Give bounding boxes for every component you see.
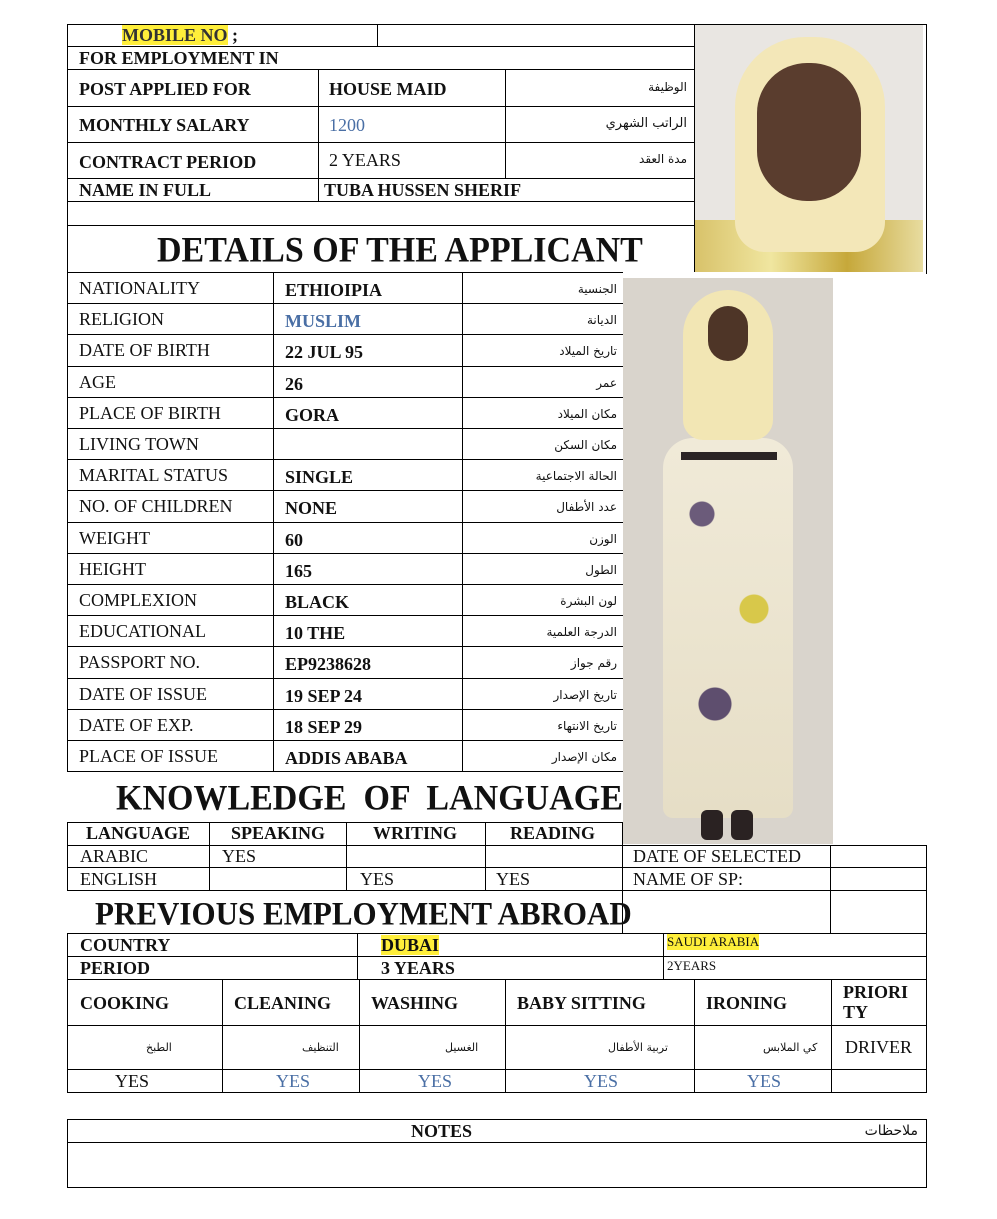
detail-ar-passport-no: رقم جواز — [570, 656, 617, 670]
country-saudi-arabia: SAUDI ARABIA — [667, 934, 760, 949]
skill-header-baby-sitting: BABY SITTING — [517, 993, 646, 1013]
lang-header-writing: WRITING — [373, 823, 458, 843]
details-row-line — [67, 428, 623, 429]
salary-label: MONTHLY SALARY — [79, 115, 250, 135]
skill-ar-cooking: الطبخ — [146, 1041, 172, 1054]
detail-label-religion: RELIGION — [79, 309, 164, 329]
detail-ar-place-of-birth: مكان الميلاد — [557, 407, 617, 421]
salary-value: 1200 — [329, 115, 365, 135]
lang-header-speaking: SPEAKING — [231, 823, 326, 843]
detail-label-date-of-birth: DATE OF BIRTH — [79, 340, 210, 360]
details-row-line — [67, 771, 623, 772]
skill-value-ironing: YES — [747, 1071, 782, 1091]
detail-label-place-of-birth: PLACE OF BIRTH — [79, 403, 221, 423]
skill-header-ironing: IRONING — [706, 993, 788, 1013]
details-row-line — [67, 366, 623, 367]
detail-ar-living-town: مكان السكن — [554, 438, 617, 452]
post-value: HOUSE MAID — [329, 79, 447, 99]
details-row-line — [67, 490, 623, 491]
post-label: POST APPLIED FOR — [79, 79, 251, 99]
detail-ar-nationality: الجنسية — [577, 282, 617, 296]
detail-label-no-of-children: NO. OF CHILDREN — [79, 496, 233, 516]
details-row-line — [67, 553, 623, 554]
name-label: NAME IN FULL — [79, 180, 212, 200]
lang-header-reading: READING — [510, 823, 596, 843]
detail-ar-complexion: لون البشرة — [560, 594, 617, 608]
detail-value-date-of-exp: 18 SEP 29 — [285, 717, 363, 737]
detail-label-date-of-exp: DATE OF EXP. — [79, 715, 194, 735]
details-row-line — [67, 740, 623, 741]
skill-ar-washing: الغسيل — [445, 1041, 479, 1054]
detail-label-weight: WEIGHT — [79, 528, 150, 548]
language-title: KNOWLEDGE OF LANGUAGE — [116, 779, 623, 818]
lang-row-arabic: ARABIC — [80, 846, 149, 866]
details-title: DETAILS OF THE APPLICANT — [157, 231, 643, 270]
detail-ar-marital-status: الحالة الاجتماعية — [535, 469, 617, 483]
skill-header-priority-2: TY — [843, 1002, 869, 1022]
skill-header-priority-1: PRIORI — [843, 982, 909, 1002]
detail-label-passport-no: PASSPORT NO. — [79, 652, 200, 672]
salary-ar: الراتب الشهري — [605, 116, 687, 131]
applicant-full-body-photo — [623, 278, 833, 844]
notes-box — [67, 1119, 927, 1188]
detail-value-complexion: BLACK — [285, 592, 350, 612]
details-row-line — [67, 678, 623, 679]
skill-ar-baby-sitting: تربية الأطفال — [608, 1041, 668, 1054]
detail-ar-no-of-children: عدد الأطفال — [556, 500, 617, 514]
country-label: COUNTRY — [80, 935, 171, 955]
employment-in-label: FOR EMPLOYMENT IN — [79, 48, 279, 68]
notes-label: NOTES — [411, 1121, 473, 1141]
detail-label-nationality: NATIONALITY — [79, 278, 200, 298]
details-row-line — [67, 646, 623, 647]
previous-employment-title: PREVIOUS EMPLOYMENT ABROAD — [95, 895, 632, 932]
details-col-line — [273, 272, 274, 771]
detail-value-no-of-children: NONE — [285, 498, 338, 518]
skill-header-washing: WASHING — [371, 993, 459, 1013]
details-row-line — [67, 272, 623, 273]
post-ar: الوظيفة — [648, 80, 687, 94]
skill-header-cleaning: CLEANING — [234, 993, 332, 1013]
detail-label-educational: EDUCATIONAL — [79, 621, 206, 641]
period-label: PERIOD — [80, 958, 151, 978]
detail-ar-educational: الدرجة العلمية — [546, 625, 617, 639]
detail-ar-date-of-birth: تاريخ الميلاد — [559, 344, 617, 358]
details-row-line — [67, 522, 623, 523]
detail-label-date-of-issue: DATE OF ISSUE — [79, 684, 208, 704]
contract-ar: مدة العقد — [639, 152, 687, 166]
detail-ar-religion: الديانة — [586, 313, 617, 327]
detail-label-marital-status: MARITAL STATUS — [79, 465, 228, 485]
details-col-line — [67, 272, 68, 771]
details-row-line — [67, 334, 623, 335]
skill-driver: DRIVER — [845, 1037, 912, 1057]
details-row-line — [67, 615, 623, 616]
detail-value-religion: MUSLIM — [285, 311, 361, 331]
details-row-line — [67, 303, 623, 304]
skill-value-cooking: YES — [115, 1071, 150, 1091]
mobile-suffix: ; — [232, 25, 238, 45]
details-row-line — [67, 459, 623, 460]
detail-ar-age: عمر — [596, 376, 617, 390]
detail-label-complexion: COMPLEXION — [79, 590, 198, 610]
lang-header-language: LANGUAGE — [86, 823, 191, 843]
details-row-line — [67, 709, 623, 710]
contract-value: 2 YEARS — [329, 150, 401, 170]
mobile-label: MOBILE NO — [122, 25, 228, 45]
skill-value-washing: YES — [418, 1071, 453, 1091]
period-dubai: 3 YEARS — [381, 958, 455, 978]
detail-ar-weight: الوزن — [589, 532, 617, 546]
detail-ar-date-of-issue: تاريخ الإصدار — [553, 688, 617, 702]
contract-label: CONTRACT PERIOD — [79, 152, 257, 172]
skill-value-cleaning: YES — [276, 1071, 311, 1091]
detail-label-height: HEIGHT — [79, 559, 146, 579]
detail-ar-date-of-exp: تاريخ الانتهاء — [557, 719, 617, 733]
detail-value-age: 26 — [285, 374, 303, 394]
date-selected-label: DATE OF SELECTED — [633, 846, 801, 866]
detail-label-age: AGE — [79, 372, 116, 392]
detail-ar-place-of-issue: مكان الإصدار — [551, 750, 617, 764]
details-col-line — [462, 272, 463, 771]
skill-value-baby-sitting: YES — [584, 1071, 619, 1091]
skill-ar-ironing: كي الملابس — [763, 1041, 818, 1054]
detail-label-place-of-issue: PLACE OF ISSUE — [79, 746, 219, 766]
details-row-line — [67, 584, 623, 585]
lang-english-reading: YES — [496, 869, 531, 889]
detail-value-nationality: ETHIOIPIA — [285, 280, 383, 300]
period-saudi: 2YEARS — [667, 958, 717, 973]
detail-value-date-of-issue: 19 SEP 24 — [285, 686, 363, 706]
details-row-line — [67, 397, 623, 398]
name-sp-label: NAME OF SP: — [633, 869, 744, 889]
detail-value-date-of-birth: 22 JUL 95 — [285, 342, 364, 362]
lang-row-english: ENGLISH — [80, 869, 157, 889]
lang-arabic-speaking: YES — [222, 846, 257, 866]
detail-value-place-of-birth: GORA — [285, 405, 339, 425]
detail-ar-height: الطول — [585, 563, 617, 577]
detail-value-place-of-issue: ADDIS ABABA — [285, 748, 408, 768]
detail-value-marital-status: SINGLE — [285, 467, 354, 487]
notes-ar: ملاحظات — [864, 1123, 918, 1139]
country-dubai: DUBAI — [381, 935, 440, 955]
skill-ar-cleaning: التنظيف — [302, 1041, 339, 1054]
detail-value-weight: 60 — [285, 530, 303, 550]
skill-header-cooking: COOKING — [80, 993, 170, 1013]
detail-value-passport-no: EP9238628 — [285, 654, 372, 674]
detail-value-educational: 10 THE — [285, 623, 346, 643]
lang-english-writing: YES — [360, 869, 395, 889]
detail-label-living-town: LIVING TOWN — [79, 434, 199, 454]
name-value: TUBA HUSSEN SHERIF — [324, 180, 522, 200]
detail-value-height: 165 — [285, 561, 312, 581]
applicant-portrait-photo — [695, 25, 923, 272]
